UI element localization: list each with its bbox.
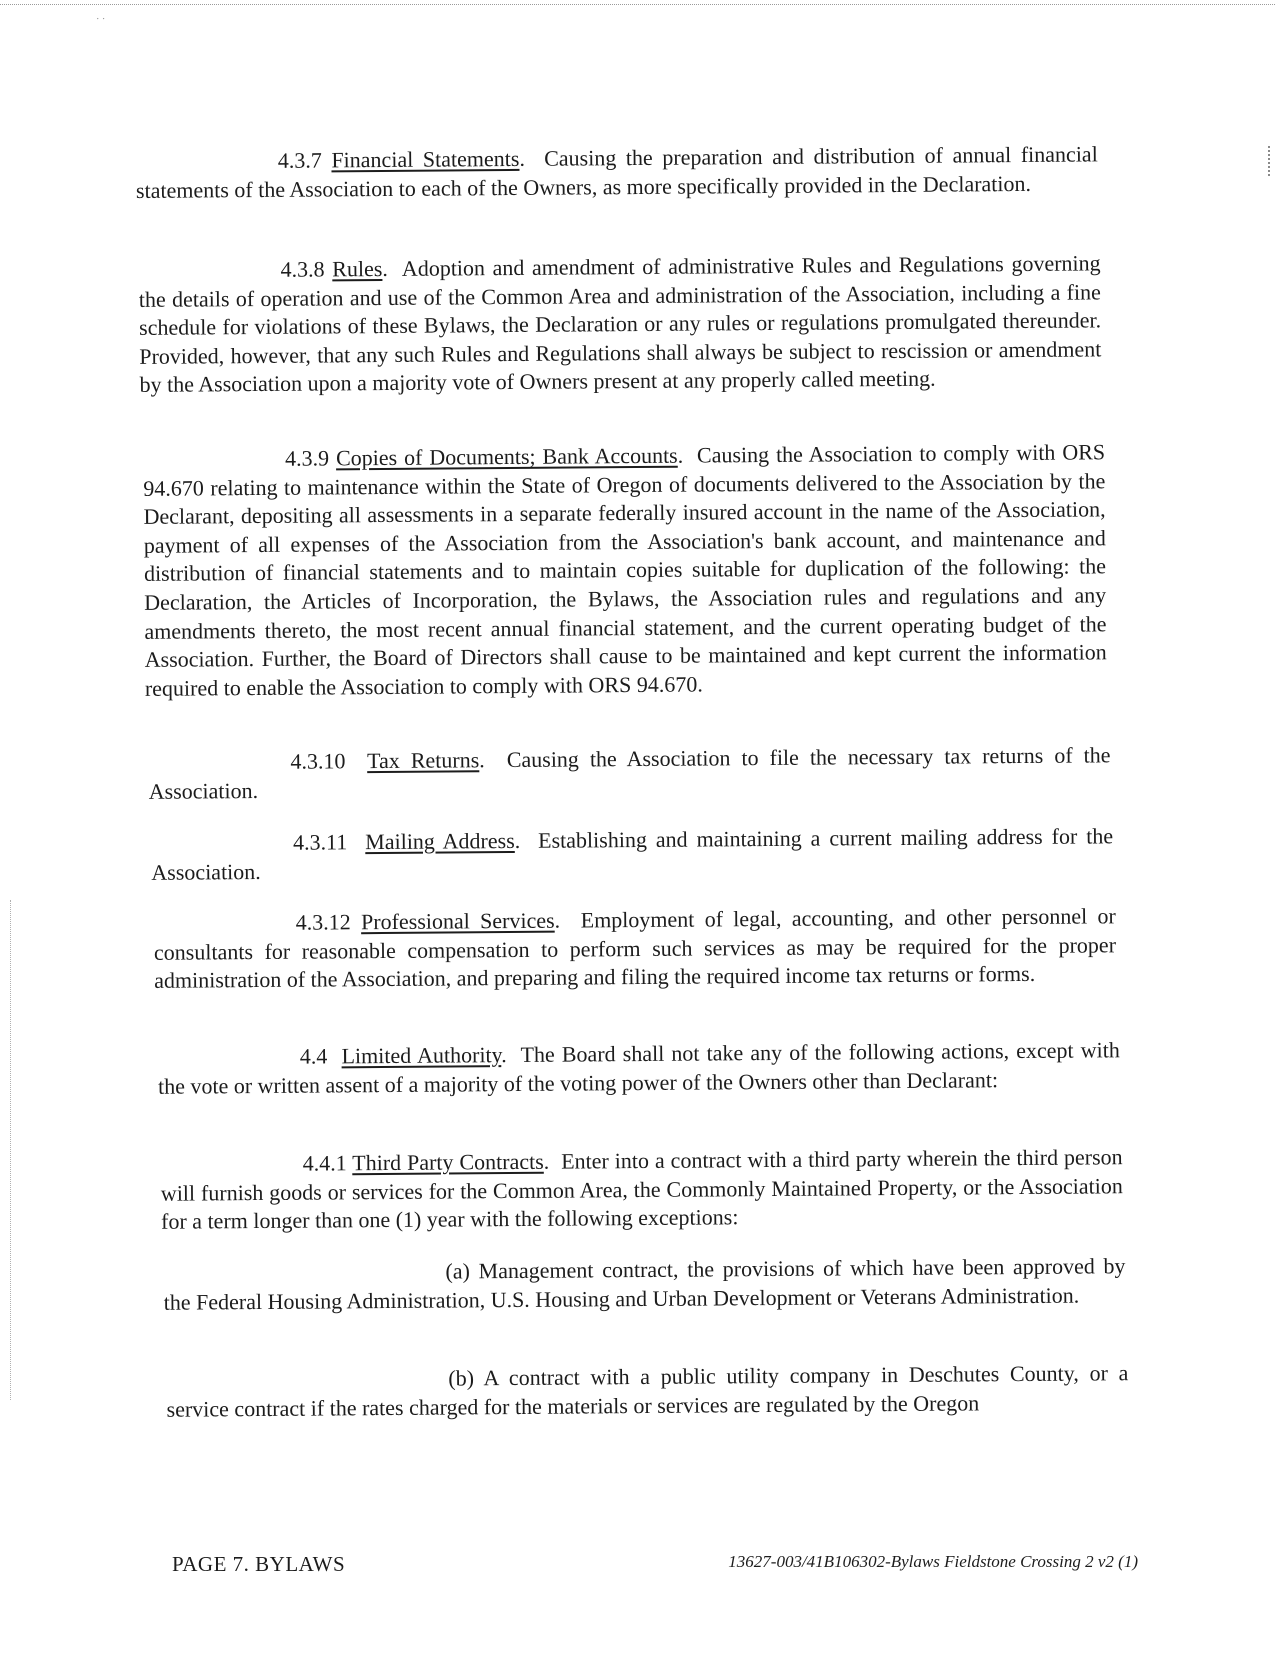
section-text: Causing the Association to comply with ORS 94.670 relating to maintenance within the State of Oregon of documents delivered to the Association by the Declarant, depositing all assessments in a separate federally insured account in the name of the Association, payment of all expenses of the Association from the Association's bank account, and maintenance and distribution of financial statements and to maintain copies suitable for duplication of the following: the Declaration, the Articles of Incorporation, the Bylaws, the Association rules and regulations and any amendments thereto, the most recent annual financial statement, and the current operating budget of the Association. Further, the Board of Directors shall cause to be maintained and kept current the information required to enable the Association to comply with ORS 94.670.	[143, 439, 1107, 701]
section-number: 4.3.7	[277, 147, 322, 173]
subsection-text: A contract with a public utility company in Deschutes County, or a service contract if the rates charged for the materials or services are regulated by the Oregon	[166, 1360, 1129, 1422]
subsection-text: Management contract, the provisions of which have been approved by the Federal Housing Administration, U.S. Housing and Urban Development or Veterans Administration.	[163, 1253, 1126, 1315]
section-heading: Limited Authority	[341, 1042, 502, 1069]
section-heading: Copies of Documents; Bank Accounts	[335, 442, 678, 471]
section-text: Enter into a contract with a third party wherein the third person will furnish goods or services for the Common Area, the Commonly Maintained Property, or the Association for a term longer than one (1) year with the following exceptions:	[160, 1144, 1123, 1234]
document-reference: 13627-003/41B106302-Bylaws Fieldstone Crossing 2 v2 (1)	[728, 1552, 1138, 1571]
section-text: The Board shall not take any of the following actions, except with the vote or written assent of a majority of the voting power of the Owners other than Declarant:	[157, 1037, 1120, 1099]
section-text: Adoption and amendment of administrative Rules and Regulations governing the details of operation and use of the Common Area and administration of the Association, including a fine schedule for violations of these Bylaws, the Declaration or any rules or regulations promulgated thereunder. Provided, however, that any such Rules and Regulations shall always be subject to rescission or amendment by the Association upon a majority vote of Owners present at any properly called meeting.	[138, 250, 1102, 398]
section-number: 4.3.10	[290, 748, 346, 774]
section-4-3-9: 4.3.9 Copies of Documents; Bank Accounts. Causing the Association to comply with ORS 94.670 relating to maintenance within the State of Oregon of documents delivered to the Association by the Declarant, depositing all assessments in a separate federally insured account in the name of the Association, payment of all expenses of the Association from the Association's bank account, and maintenance and distribution of financial statements and to maintain copies suitable for duplication of the following: the Declaration, the Articles of Incorporation, the Bylaws, the Association rules and regulations and any amendments thereto, the most recent annual financial statement, and the current operating budget of the Association. Further, the Board of Directors shall cause to be maintained and kept current the information required to enable the Association to comply with ORS 94.670.	[143, 439, 1107, 701]
subsection-a	[163, 1252, 1125, 1317]
section-4-4: 4.4 Limited Authority. The Board shall not take any of the following actions, except with the vote or written assent of a majority of the voting power of the Owners other than Declarant:	[157, 1037, 1120, 1099]
section-heading: Professional Services	[360, 907, 555, 935]
subsection-label: (a)	[445, 1258, 471, 1284]
section-text: Establishing and maintaining a current mailing address for the Association.	[151, 823, 1114, 885]
subsection-b	[166, 1359, 1128, 1424]
section-heading: Mailing Address	[365, 827, 515, 855]
section-text: Employment of legal, accounting, and other personnel or consultants for reasonable compensation to perform such services as may be required for the proper administration of the Association, and preparing and filing the required income tax returns or forms.	[153, 903, 1117, 994]
section-number: 4.4	[299, 1043, 328, 1069]
section-number: 4.3.9	[285, 445, 330, 471]
section-heading: Rules	[332, 256, 383, 282]
section-text: Causing the preparation and distribution of annual financial statements of the Association to each of the Owners, as more specifically provided in the Declaration.	[135, 141, 1098, 203]
section-4-3-10: 4.3.10 Tax Returns. Causing the Association to file the necessary tax returns of the Association.	[148, 742, 1111, 804]
section-4-3-8: 4.3.8 Rules. Adoption and amendment of administrative Rules and Regulations governing the details of operation and use of the Common Area and administration of the Association, including a fine schedule for violations of these Bylaws, the Declaration or any rules or regulations promulgated thereunder. Provided, however, that any such Rules and Regulations shall always be subject to rescission or amendment by the Association upon a majority vote of Owners present at any properly called meeting.	[138, 250, 1102, 398]
section-heading: Tax Returns	[367, 747, 480, 774]
section-number: 4.3.12	[295, 909, 351, 935]
section-number: 4.3.8	[280, 256, 325, 282]
section-heading: Third Party Contracts	[352, 1148, 544, 1176]
scan-artifact-mark: ⋅ ⋅	[96, 14, 106, 25]
section-4-3-11: 4.3.11 Mailing Address. Establishing and maintaining a current mailing address for the Association.	[151, 823, 1114, 885]
section-4-4-1: 4.4.1 Third Party Contracts. Enter into a contract with a third party wherein the third person will furnish goods or services for the Common Area, the Commonly Maintained Property, or the Association for a term longer than one (1) year with the following exceptions:	[160, 1144, 1123, 1234]
page-footer-label: PAGE 7. BYLAWS	[172, 1552, 346, 1576]
section-number: 4.3.11	[293, 829, 348, 855]
subsection-label: (b)	[448, 1365, 475, 1391]
section-text: Causing the Association to file the necessary tax returns of the Association.	[148, 742, 1111, 804]
section-heading: Financial Statements	[331, 145, 520, 173]
section-4-3-12: 4.3.12 Professional Services. Employment of legal, accounting, and other personnel or consultants for reasonable compensation to perform such services as may be required for the proper administration of the Association, and preparing and filing the required income tax returns or forms.	[153, 903, 1117, 994]
section-number: 4.4.1	[302, 1150, 347, 1176]
section-4-3-7: 4.3.7 Financial Statements. Causing the preparation and distribution of annual financial statements of the Association to each of the Owners, as more specifically provided in the Declaration.	[135, 141, 1098, 203]
